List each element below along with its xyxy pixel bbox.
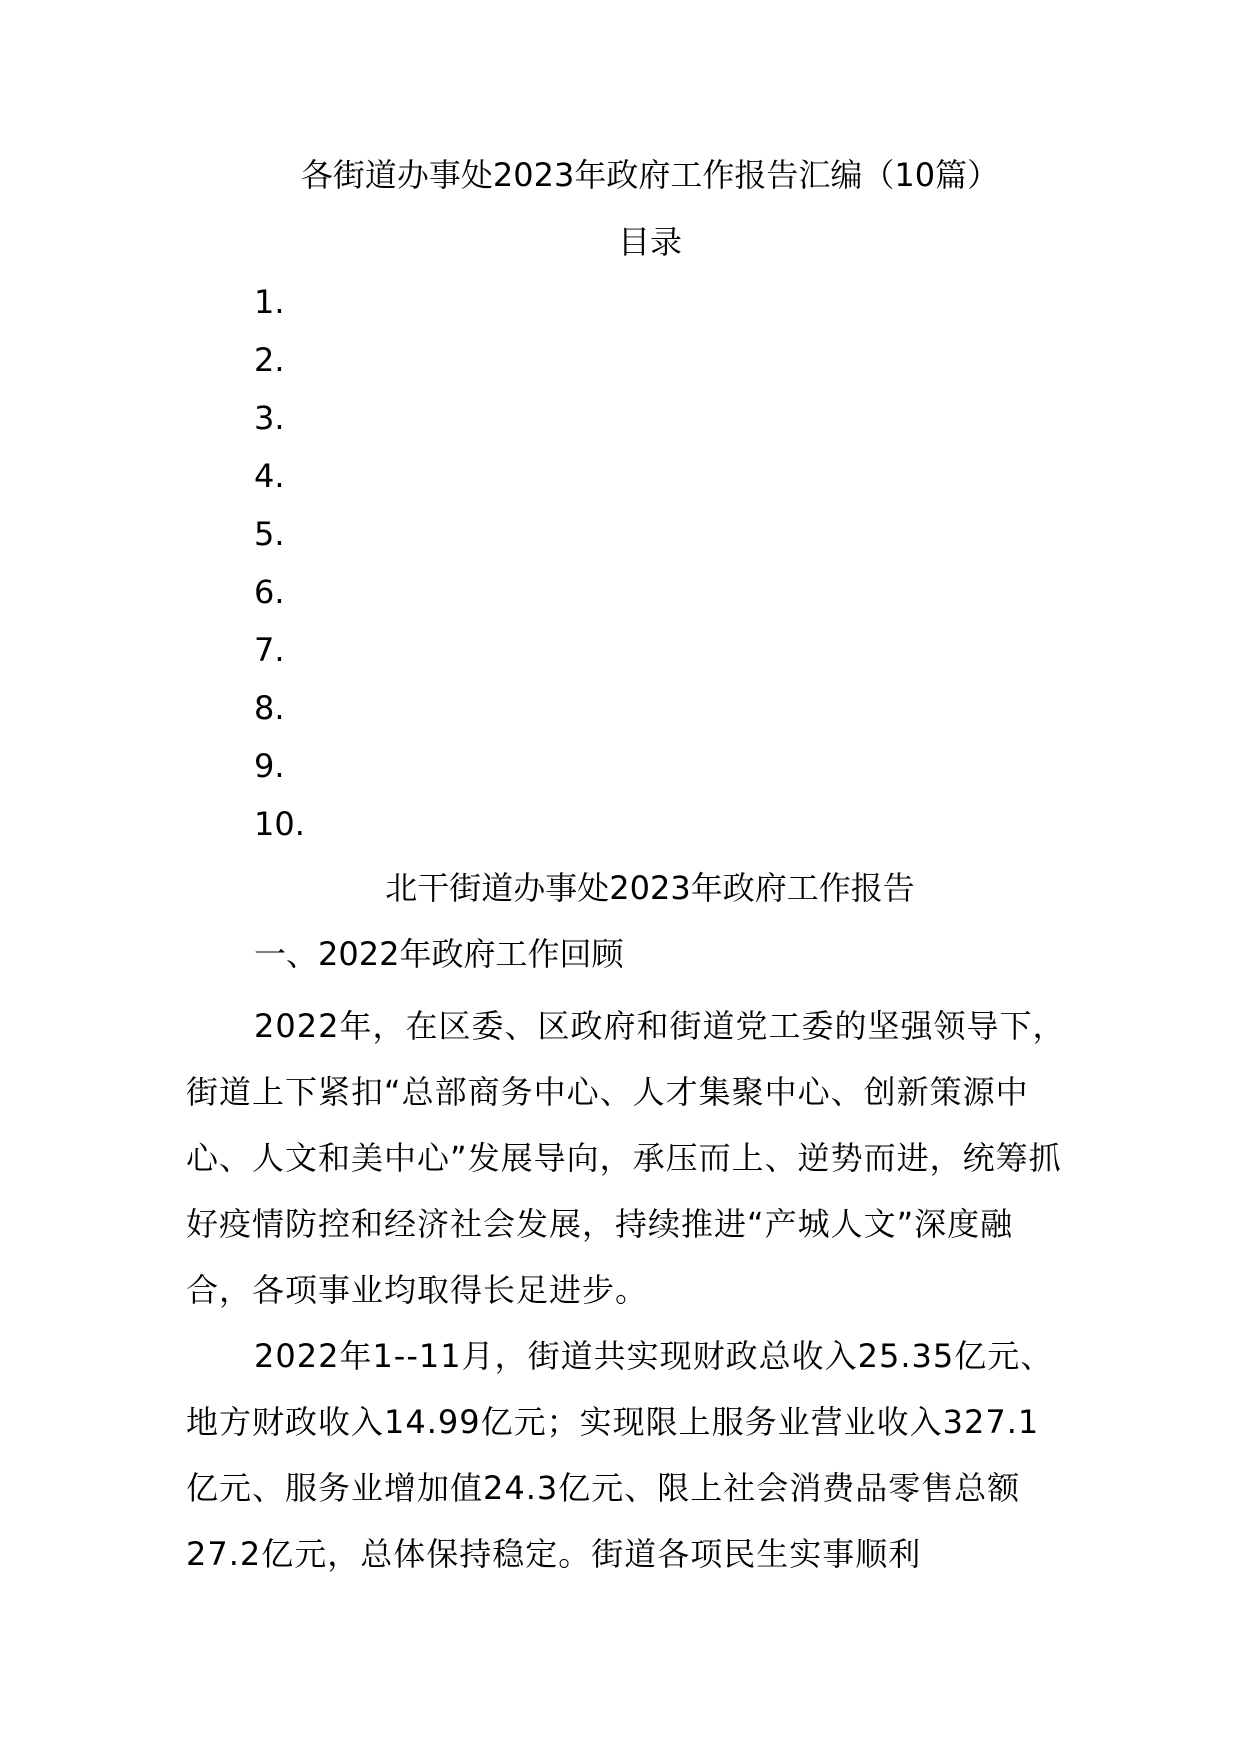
- toc-item[interactable]: 10.: [254, 805, 305, 843]
- section-heading: 一、2022年政府工作回顾: [254, 935, 624, 973]
- toc-item[interactable]: 7.: [254, 631, 285, 669]
- body-paragraph: 2022年1--11月，街道共实现财政总收入25.35亿元、地方财政收入14.99亿元；实现限上服务业营业收入327.1亿元、服务业增加值24.3亿元、限上社会消费品零售总额27.2亿元，总体保持稳定。街道各项民生实事顺利: [186, 1337, 1054, 1573]
- document-title: 各街道办事处2023年政府工作报告汇编（10篇）: [300, 156, 1000, 194]
- toc-item[interactable]: 6.: [254, 573, 285, 611]
- toc-item[interactable]: 8.: [254, 689, 285, 727]
- toc-item[interactable]: 4.: [254, 457, 285, 495]
- body-paragraph: 2022年，在区委、区政府和街道党工委的坚强领导下，街道上下紧扣“总部商务中心、人才集聚中心、创新策源中心、人文和美中心”发展导向，承压而上、逆势而进，统筹抓好疫情防控和经济社会发展，持续推进“产城人文”深度融合，各项事业均取得长足进步。: [186, 1007, 1066, 1309]
- toc-title: 目录: [617, 223, 682, 261]
- toc-item[interactable]: 1.: [254, 283, 285, 321]
- toc-list: [254, 282, 305, 862]
- toc-item[interactable]: 5.: [254, 515, 285, 553]
- section-title: 北干街道办事处2023年政府工作报告: [385, 869, 915, 907]
- toc-item[interactable]: 2.: [254, 341, 285, 379]
- toc-item[interactable]: 3.: [254, 399, 285, 437]
- toc-item[interactable]: 9.: [254, 747, 285, 785]
